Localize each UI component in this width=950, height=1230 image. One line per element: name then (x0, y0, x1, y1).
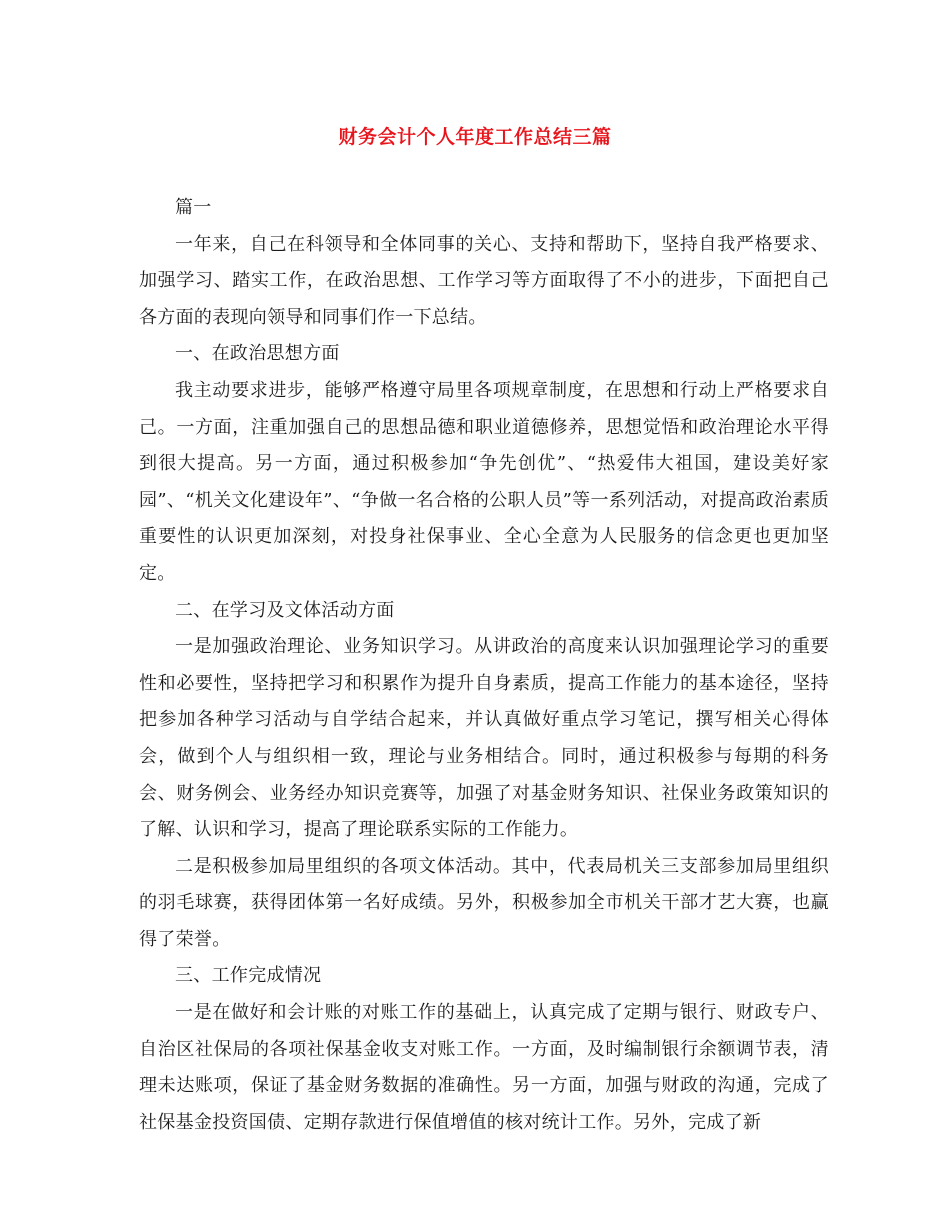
document-title: 财务会计个人年度工作总结三篇 (338, 126, 612, 148)
heading-work-completion: 三、工作完成情况 (175, 965, 322, 987)
heading-political-thought: 一、在政治思想方面 (175, 343, 340, 365)
paragraph-study: 一是加强政治理论、业务知识学习。从讲政治的高度来认识加强理论学习的重要性和必要性，坚持把学习和积累作为提升自身素质，提高工作能力的基本途径，坚持把参加各种学习活动与自学结合起来，并认真做好重点学习笔记，撰写相关心得体会，做到个人与组织相一致，理论与业务相结合。同时，通过积极参与每期的科务会、财务例会、业务经办知识竞赛等，加强了对基金财务知识、社保业务政策知识的了解、认识和学习，提高了理论联系实际的工作能力。 (139, 636, 829, 841)
heading-study-and-activities: 二、在学习及文体活动方面 (175, 599, 395, 621)
section-label-part-one: 篇一 (175, 197, 212, 218)
paragraph-work-completion: 一是在做好和会计账的对账工作的基础上，认真完成了定期与银行、财政专户、自治区社保局的各项社保基金收支对账工作。一方面，及时编制银行余额调节表，清理未达账项，保证了基金财务数据的准确性。另一方面，加强与财政的沟通，完成了社保基金投资国债、定期存款进行保值增值的核对统计工作。另外，完成了新 (139, 1002, 829, 1133)
paragraph-political-thought: 我主动要求进步，能够严格遵守局里各项规章制度，在思想和行动上严格要求自己。一方面，注重加强自己的思想品德和职业道德修养，思想觉悟和政治理论水平得到很大提高。另一方面，通过积极参加“争先创优”、“热爱伟大祖国，建设美好家园”、“机关文化建设年”、“争做一名合格的公职人员”等一系列活动，对提高政治素质重要性的认识更加深刻，对投身社保事业、全心全意为人民服务的信念更也更加坚定。 (139, 379, 829, 584)
paragraph-intro: 一年来，自己在科领导和全体同事的关心、支持和帮助下，坚持自我严格要求、加强学习、踏实工作，在政治思想、工作学习等方面取得了不小的进步，下面把自己各方面的表现向领导和同事们作一下总结。 (139, 233, 829, 328)
document-body (139, 190, 829, 1141)
paragraph-activities: 二是积极参加局里组织的各项文体活动。其中，代表局机关三支部参加局里组织的羽毛球赛，获得团体第一名好成绩。另外，积极参加全市机关干部才艺大赛，也赢得了荣誉。 (139, 855, 829, 950)
